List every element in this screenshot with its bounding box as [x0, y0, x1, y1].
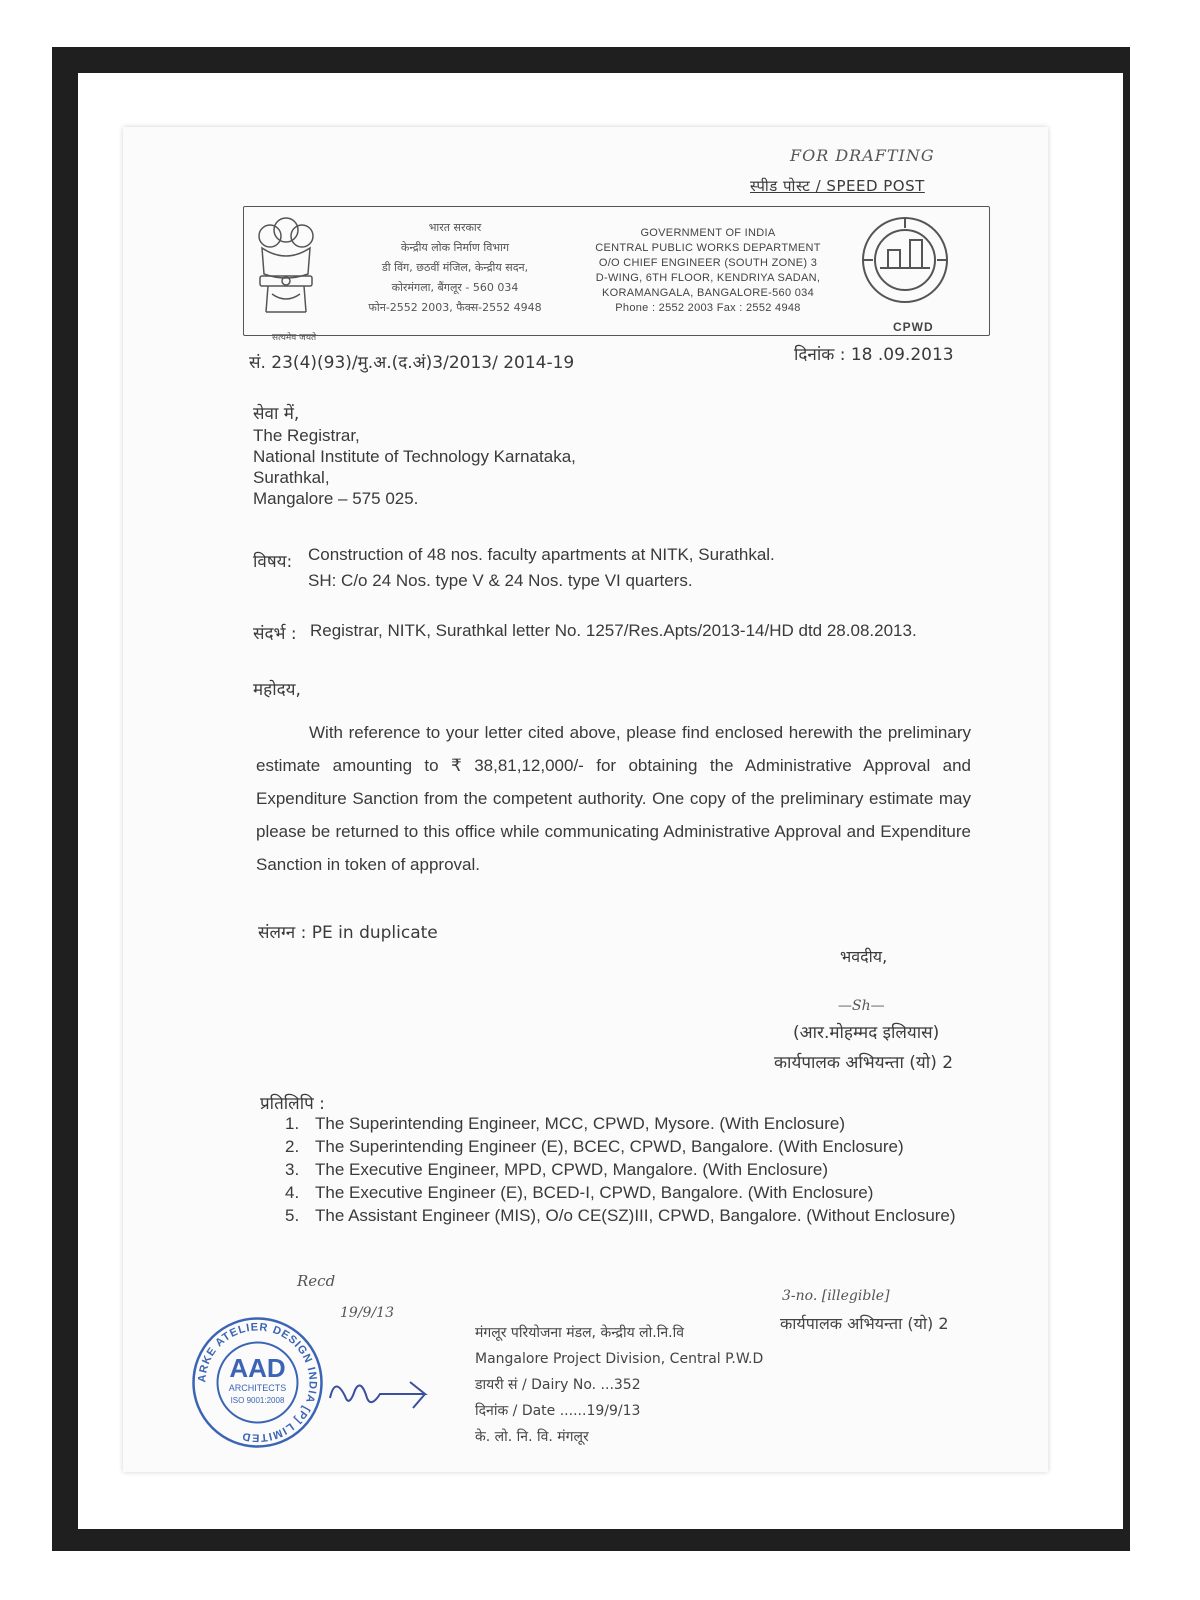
stamp-main-text: AAD [229, 1353, 286, 1383]
addressee-block [253, 404, 576, 509]
hindi-address-line: कोरमंगला, बैंगलूर - 560 034 [391, 281, 519, 294]
addressee-line: Mangalore – 575 025. [253, 489, 419, 508]
stamp-ring-text: ARKE ATELIER DESIGN INDIA [P] LIMITED [196, 1321, 319, 1444]
body-paragraph: With reference to your letter cited above, please find enclosed herewith the preliminary estimate amounting to ₹ 38,81,12,000/- for obtaining the Administrative Approval and Expenditure Sanction from the competent authority. One copy of the preliminary estimate may please be returned to this office while communicating Administrative Approval and Expenditure Sanction in token of approval. [256, 723, 971, 874]
division-stamp-line: दिनांक / Date ......19/9/13 [475, 1403, 641, 1419]
english-address-line: KORAMANGALA, BANGALORE-560 034 [602, 287, 814, 299]
cpwd-logo-icon [850, 210, 960, 320]
copy-to-list [285, 1112, 975, 1227]
list-item-text: The Executive Engineer (E), BCED-I, CPWD, Bangalore. (With Enclosure) [315, 1183, 874, 1202]
bottom-designation: कार्यपालक अभियन्ता (यो) 2 [780, 1314, 949, 1333]
handwritten-note: FOR DRAFTING [790, 146, 935, 165]
handwritten-received-note: Recd [297, 1272, 336, 1290]
division-received-stamp [475, 1320, 763, 1450]
salutation: महोदय, [253, 680, 301, 700]
stamp-iso-text: ISO 9001:2008 [230, 1396, 285, 1405]
hindi-address-line: भारत सरकार [428, 221, 482, 234]
list-item-number: 5. [285, 1206, 300, 1225]
english-address-line: D-WING, 6TH FLOOR, KENDRIYA SADAN, [595, 272, 821, 284]
list-item-number: 1. [285, 1114, 300, 1133]
division-stamp-line: के. लो. नि. वि. मंगलूर [475, 1429, 589, 1445]
list-item [285, 1158, 975, 1181]
stamp-sub-text: ARCHITECTS [228, 1383, 287, 1393]
subject-label: विषय: [253, 552, 293, 572]
list-item [285, 1112, 975, 1135]
list-item-text: The Superintending Engineer, MCC, CPWD, Mysore. (With Enclosure) [315, 1114, 846, 1133]
signature-icon [325, 1368, 435, 1418]
closing: भवदीय, [840, 947, 888, 966]
officer-name: (आर.मोहम्मद इलियास) [793, 1023, 940, 1043]
addressee-line: Surathkal, [253, 468, 330, 487]
subject-line: Construction of 48 nos. faculty apartments at NITK, Surathkal. [308, 545, 775, 564]
english-address-block [578, 226, 838, 316]
handwritten-received-date: 19/9/13 [340, 1305, 394, 1321]
addressee-line: The Registrar, [253, 426, 360, 445]
reference-number: सं. 23(4)(93)/मु.अ.(द.अं)3/2013/ 2014-19 [249, 353, 575, 373]
addressee-salute: सेवा में, [253, 404, 300, 424]
english-address-line: CENTRAL PUBLIC WORKS DEPARTMENT [595, 242, 821, 254]
list-item-number: 2. [285, 1137, 300, 1156]
cpwd-logo-label: CPWD [893, 320, 934, 334]
list-item-number: 4. [285, 1183, 300, 1202]
english-address-line: O/O CHIEF ENGINEER (SOUTH ZONE) 3 [598, 257, 818, 269]
officer-designation: कार्यपालक अभियन्ता (यो) 2 [774, 1053, 954, 1073]
division-stamp-line: डायरी सं / Dairy No. ...352 [475, 1377, 641, 1393]
english-address-line: Phone : 2552 2003 Fax : 2552 4948 [615, 302, 801, 314]
speed-post-label: स्पीड पोस्ट / SPEED POST [750, 177, 925, 195]
list-item-text: The Superintending Engineer (E), BCEC, CPWD, Bangalore. (With Enclosure) [315, 1137, 904, 1156]
letter-date: दिनांक : 18 .09.2013 [794, 345, 954, 365]
architect-stamp [190, 1315, 325, 1450]
handwritten-forward-note: 3-no. [illegible] [782, 1288, 890, 1304]
hindi-address-line: केन्द्रीय लोक निर्माण विभाग [400, 241, 510, 254]
reference-text: Registrar, NITK, Surathkal letter No. 1257/Res.Apts/2013-14/HD dtd 28.08.2013. [310, 621, 917, 640]
enclosure-note: संलग्न : PE in duplicate [258, 923, 438, 943]
hindi-address-line: डी विंग, छठवीं मंजिल, केन्द्रीय सदन, [381, 261, 529, 274]
list-item [285, 1135, 975, 1158]
list-item [285, 1181, 975, 1204]
emblem-caption: सत्यमेव जयते [272, 333, 317, 343]
list-item-number: 3. [285, 1160, 300, 1179]
list-item [285, 1204, 975, 1227]
list-item-text: The Executive Engineer, MPD, CPWD, Mangalore. (With Enclosure) [315, 1160, 829, 1179]
division-stamp-line: मंगलूर परियोजना मंडल, केन्द्रीय लो.नि.वि [475, 1325, 684, 1341]
english-address-line: GOVERNMENT OF INDIA [640, 227, 776, 239]
reference-label: संदर्भ : [253, 624, 297, 644]
division-stamp-line: Mangalore Project Division, Central P.W.D [475, 1351, 764, 1367]
signature-mark: —Sh— [838, 998, 885, 1014]
list-item-text: The Assistant Engineer (MIS), O/o CE(SZ)III, CPWD, Bangalore. (Without Enclosure) [315, 1206, 956, 1225]
national-emblem-icon [250, 214, 322, 326]
copy-to-label: प्रतिलिपि : [260, 1094, 325, 1114]
hindi-address-block [360, 218, 550, 318]
subject-subheading: SH: C/o 24 Nos. type V & 24 Nos. type VI quarters. [308, 571, 693, 590]
hindi-address-line: फोन-2552 2003, फैक्स-2552 4948 [368, 301, 542, 314]
addressee-line: National Institute of Technology Karnataka, [253, 447, 576, 466]
